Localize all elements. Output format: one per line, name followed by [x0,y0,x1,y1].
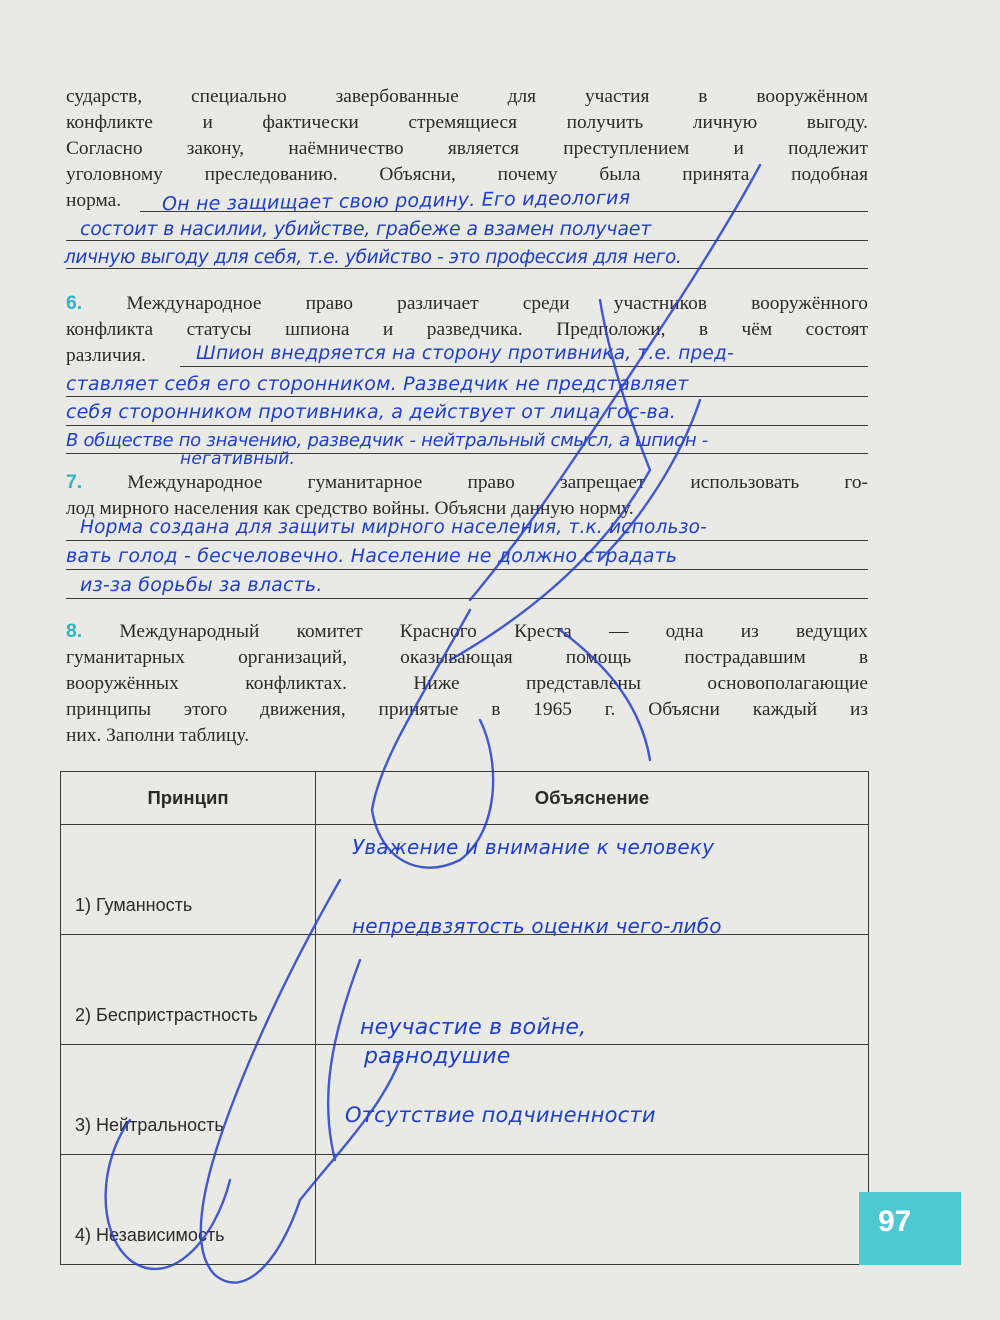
text-line: различия. [66,345,146,366]
principle-cell: 3) Нейтральность [61,1045,316,1155]
handwritten-answer-6-line-2: ставляет себя его сторонником. Разведчик не представляет [66,373,689,395]
handwritten-answer-humanity: Уважение и внимание к человеку [352,835,715,859]
text-line: Согласно закону, наёмничество является преступлением и подлежит [66,138,868,159]
handwritten-answer-6-line-4: В обществе по значению, разведчик - нейтральный смысл, а шпион - [66,430,708,451]
text-line: вооружённых конфликтах. Ниже представлены основополагающие [66,673,868,694]
principle-cell: 4) Независимость [61,1155,316,1265]
scribble-stroke [372,610,493,868]
scribble-stroke [201,880,340,1283]
text-line: конфликте и фактически стремящиеся получить личную выгоду. [66,112,868,133]
question-number: 8. [66,620,83,642]
text-line: гуманитарных организаций, оказывающая помощь пострадавшим в [66,647,868,668]
handwritten-answer-6-line-3: себя сторонником противника, а действует от лица гос-ва. [66,401,676,423]
handwritten-answer-5-line-1: Он не защищает свою родину. Его идеология [161,186,631,216]
principle-cell: 2) Беспристрастность [61,935,316,1045]
scribble-stroke [450,300,650,660]
scribble-stroke [560,630,650,760]
handwritten-answer-neutrality: неучастие в войне, [360,1015,587,1040]
scribble-stroke [106,1120,230,1269]
scribble-stroke [470,165,760,600]
header-principle: Принцип [61,772,316,825]
header-explanation: Объяснение [316,772,869,825]
text-line: конфликта статусы шпиона и разведчика. Предположи, в чём состоят [66,319,868,340]
text-line: принципы этого движения, принятые в 1965 г. Объясни каждый из [66,699,868,720]
handwritten-answer-independence: Отсутствие подчиненности [345,1103,656,1127]
text-line: лод мирного населения как средство войны. Объясни данную норму. [66,498,634,519]
handwritten-answer-7-line-3: из-за борьбы за власть. [80,574,323,596]
text-line: сударств, специально завербованные для участия в вооружённом [66,86,868,107]
question-number: 7. [66,471,83,493]
handwritten-answer-5-line-2: состоит в насилии, убийстве, грабеже а взамен получает [80,218,652,240]
handwritten-answer-6-line-5: негативный. [180,449,296,469]
text-line: норма. [66,190,122,211]
handwritten-answer-5-line-3: личную выгоду для себя, т.е. убийство - это профессия для него. [64,247,682,268]
scribble-stroke [328,960,360,1160]
handwritten-answer-6-line-1: Шпион внедряется на сторону противника, т.е. пред- [196,343,734,364]
question-number: 6. [66,292,83,314]
text-line: Международное право различает среди участников вооружённого [126,293,868,314]
scribble-stroke [600,400,700,560]
principle-cell: 1) Гуманность [61,825,316,935]
handwritten-answer-impartiality: непредвзятость оценки чего-либо [352,914,722,938]
scribble-stroke [300,1060,400,1200]
handwritten-answer-7-line-1: Норма создана для защиты мирного населения, т.к. использо- [80,517,708,538]
handwritten-answer-neutrality-2: равнодушие [364,1044,511,1069]
text-line: Международное гуманитарное право запрещает использовать го- [127,472,868,493]
text-line: уголовному преследованию. Объясни, почему была принята подобная [66,164,868,185]
page-number: 97 [878,1205,912,1238]
text-line: Международный комитет Красного Креста — одна из ведущих [119,621,868,642]
text-line: них. Заполни таблицу. [66,725,250,746]
handwritten-answer-7-line-2: вать голод - бесчеловечно. Население не должно страдать [66,545,678,567]
